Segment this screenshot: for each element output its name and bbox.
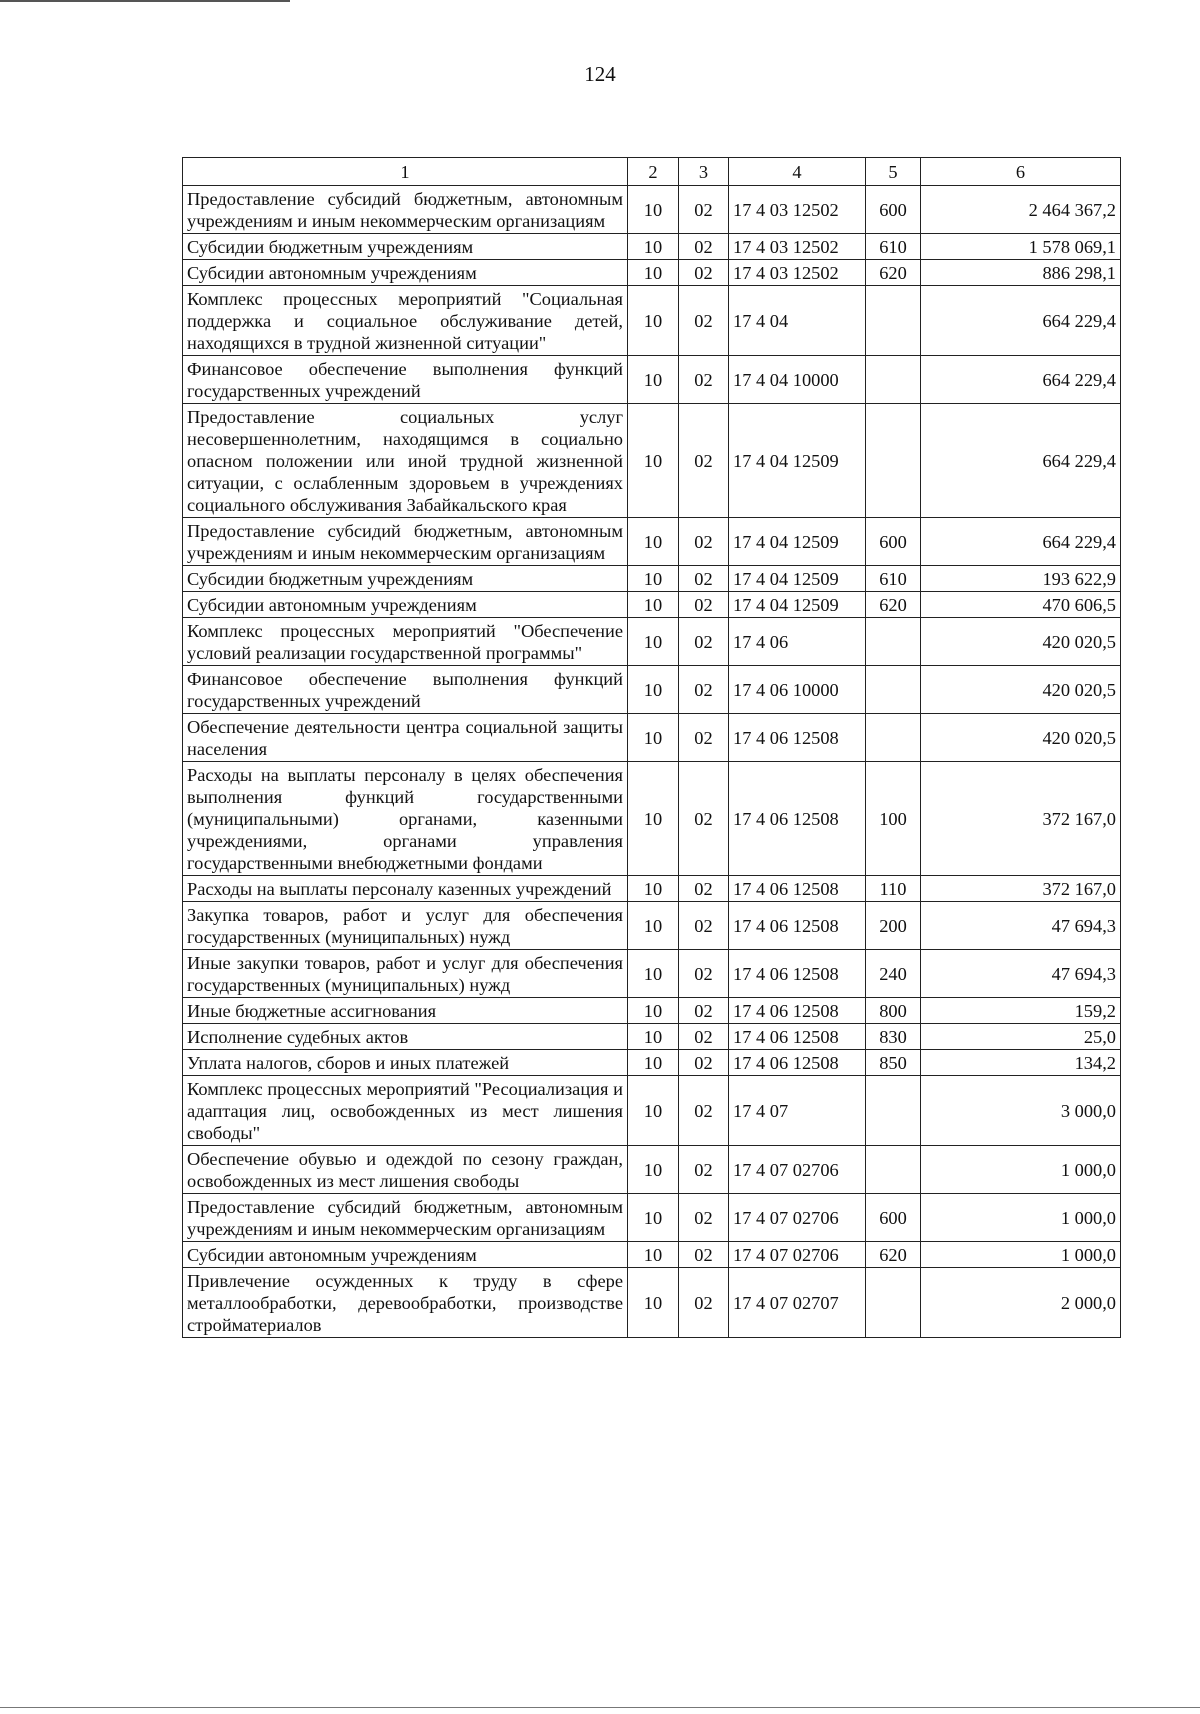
row-amount-cell: 664 229,4 (921, 356, 1121, 404)
row-expense-type-cell: 600 (866, 1194, 921, 1242)
page-number: 124 (584, 62, 616, 86)
row-target-article-cell: 17 4 04 10000 (729, 356, 866, 404)
row-expense-type-cell: 620 (866, 260, 921, 286)
row-section-cell: 10 (628, 286, 679, 356)
row-name-cell: Субсидии автономным учреждениям (183, 260, 628, 286)
table-row (183, 186, 1121, 234)
budget-table-header (183, 158, 1121, 186)
row-subsection-cell: 02 (679, 762, 729, 876)
table-row (183, 876, 1121, 902)
row-section-cell: 10 (628, 1194, 679, 1242)
row-section-cell: 10 (628, 1076, 679, 1146)
row-name-cell: Уплата налогов, сборов и иных платежей (183, 1050, 628, 1076)
row-target-article-cell: 17 4 07 (729, 1076, 866, 1146)
row-target-article-cell: 17 4 06 10000 (729, 666, 866, 714)
row-target-article-cell: 17 4 03 12502 (729, 234, 866, 260)
table-row (183, 1076, 1121, 1146)
row-subsection-cell: 02 (679, 1194, 729, 1242)
row-section-cell: 10 (628, 566, 679, 592)
header-row (183, 158, 1121, 186)
row-expense-type-cell: 200 (866, 902, 921, 950)
row-name-cell: Субсидии бюджетным учреждениям (183, 566, 628, 592)
row-amount-cell: 372 167,0 (921, 762, 1121, 876)
row-amount-cell: 1 000,0 (921, 1194, 1121, 1242)
table-row (183, 618, 1121, 666)
row-expense-type-cell (866, 404, 921, 518)
row-target-article-cell: 17 4 06 12508 (729, 998, 866, 1024)
row-subsection-cell: 02 (679, 902, 729, 950)
row-subsection-cell: 02 (679, 186, 729, 234)
row-subsection-cell: 02 (679, 1242, 729, 1268)
row-name-cell: Иные бюджетные ассигнования (183, 998, 628, 1024)
row-name-cell: Субсидии автономным учреждениям (183, 1242, 628, 1268)
row-target-article-cell: 17 4 07 02706 (729, 1242, 866, 1268)
table-row (183, 666, 1121, 714)
row-subsection-cell: 02 (679, 286, 729, 356)
row-expense-type-cell: 240 (866, 950, 921, 998)
row-expense-type-cell: 800 (866, 998, 921, 1024)
row-amount-cell: 2 000,0 (921, 1268, 1121, 1338)
row-expense-type-cell (866, 1268, 921, 1338)
row-target-article-cell: 17 4 03 12502 (729, 186, 866, 234)
row-amount-cell: 664 229,4 (921, 404, 1121, 518)
row-section-cell: 10 (628, 1024, 679, 1050)
row-subsection-cell: 02 (679, 404, 729, 518)
row-amount-cell: 134,2 (921, 1050, 1121, 1076)
table-row (183, 1146, 1121, 1194)
row-name-cell: Предоставление социальных услуг несовершеннолетним, находящимся в социально опасном положении или иной трудной жизненной ситуации, с ослабленным здоровьем в учреждениях социального обслуживания Забайкальского края (183, 404, 628, 518)
row-name-cell: Комплекс процессных мероприятий "Обеспечение условий реализации государственной программы" (183, 618, 628, 666)
row-target-article-cell: 17 4 06 12508 (729, 950, 866, 998)
row-section-cell: 10 (628, 1050, 679, 1076)
row-name-cell: Предоставление субсидий бюджетным, автономным учреждениям и иным некоммерческим организациям (183, 186, 628, 234)
table-row (183, 404, 1121, 518)
row-section-cell: 10 (628, 618, 679, 666)
row-target-article-cell: 17 4 06 12508 (729, 714, 866, 762)
table-row (183, 1024, 1121, 1050)
row-amount-cell: 25,0 (921, 1024, 1121, 1050)
row-target-article-cell: 17 4 04 12509 (729, 592, 866, 618)
row-name-cell: Субсидии автономным учреждениям (183, 592, 628, 618)
row-expense-type-cell: 620 (866, 1242, 921, 1268)
row-amount-cell: 1 000,0 (921, 1146, 1121, 1194)
row-subsection-cell: 02 (679, 998, 729, 1024)
row-subsection-cell: 02 (679, 260, 729, 286)
row-name-cell: Предоставление субсидий бюджетным, автономным учреждениям и иным некоммерческим организациям (183, 1194, 628, 1242)
scan-edge-bottom (0, 1707, 1200, 1708)
row-amount-cell: 420 020,5 (921, 666, 1121, 714)
row-name-cell: Субсидии бюджетным учреждениям (183, 234, 628, 260)
row-expense-type-cell (866, 356, 921, 404)
table-row (183, 286, 1121, 356)
row-amount-cell: 372 167,0 (921, 876, 1121, 902)
table-row (183, 356, 1121, 404)
scan-edge-top (0, 0, 290, 2)
row-expense-type-cell: 610 (866, 234, 921, 260)
row-expense-type-cell: 110 (866, 876, 921, 902)
header-col-3: 3 (679, 158, 729, 186)
row-expense-type-cell (866, 666, 921, 714)
table-row (183, 998, 1121, 1024)
row-subsection-cell: 02 (679, 714, 729, 762)
row-name-cell: Расходы на выплаты персоналу казенных учреждений (183, 876, 628, 902)
row-expense-type-cell: 600 (866, 518, 921, 566)
row-amount-cell: 1 000,0 (921, 1242, 1121, 1268)
row-section-cell: 10 (628, 1146, 679, 1194)
row-amount-cell: 3 000,0 (921, 1076, 1121, 1146)
row-amount-cell: 420 020,5 (921, 714, 1121, 762)
row-section-cell: 10 (628, 876, 679, 902)
row-amount-cell: 664 229,4 (921, 518, 1121, 566)
header-col-1: 1 (183, 158, 628, 186)
row-expense-type-cell (866, 1076, 921, 1146)
row-subsection-cell: 02 (679, 1268, 729, 1338)
row-name-cell: Предоставление субсидий бюджетным, автономным учреждениям и иным некоммерческим организациям (183, 518, 628, 566)
table-row (183, 1050, 1121, 1076)
row-subsection-cell: 02 (679, 1024, 729, 1050)
row-section-cell: 10 (628, 404, 679, 518)
row-name-cell: Обеспечение обувью и одеждой по сезону граждан, освобожденных из мест лишения свободы (183, 1146, 628, 1194)
row-name-cell: Финансовое обеспечение выполнения функций государственных учреждений (183, 356, 628, 404)
row-amount-cell: 470 606,5 (921, 592, 1121, 618)
row-expense-type-cell: 850 (866, 1050, 921, 1076)
row-expense-type-cell: 610 (866, 566, 921, 592)
row-amount-cell: 1 578 069,1 (921, 234, 1121, 260)
row-subsection-cell: 02 (679, 518, 729, 566)
table-row (183, 714, 1121, 762)
row-expense-type-cell: 620 (866, 592, 921, 618)
row-subsection-cell: 02 (679, 666, 729, 714)
row-amount-cell: 47 694,3 (921, 950, 1121, 998)
row-subsection-cell: 02 (679, 1146, 729, 1194)
row-name-cell: Обеспечение деятельности центра социальной защиты населения (183, 714, 628, 762)
row-target-article-cell: 17 4 03 12502 (729, 260, 866, 286)
table-row (183, 762, 1121, 876)
row-section-cell: 10 (628, 666, 679, 714)
budget-table-body (183, 186, 1121, 1338)
row-expense-type-cell (866, 618, 921, 666)
table-row (183, 1242, 1121, 1268)
row-target-article-cell: 17 4 07 02706 (729, 1146, 866, 1194)
budget-table (182, 157, 1121, 1338)
row-name-cell: Комплекс процессных мероприятий "Социальная поддержка и социальное обслуживание детей, находящихся в трудной жизненной ситуации" (183, 286, 628, 356)
row-target-article-cell: 17 4 06 12508 (729, 1050, 866, 1076)
row-expense-type-cell (866, 714, 921, 762)
row-expense-type-cell (866, 1146, 921, 1194)
row-target-article-cell: 17 4 06 (729, 618, 866, 666)
row-subsection-cell: 02 (679, 876, 729, 902)
header-col-5: 5 (866, 158, 921, 186)
row-subsection-cell: 02 (679, 566, 729, 592)
row-target-article-cell: 17 4 07 02707 (729, 1268, 866, 1338)
row-section-cell: 10 (628, 1268, 679, 1338)
row-amount-cell: 886 298,1 (921, 260, 1121, 286)
table-row (183, 1194, 1121, 1242)
row-section-cell: 10 (628, 950, 679, 998)
row-subsection-cell: 02 (679, 1076, 729, 1146)
header-col-6: 6 (921, 158, 1121, 186)
table-row (183, 518, 1121, 566)
row-amount-cell: 193 622,9 (921, 566, 1121, 592)
row-section-cell: 10 (628, 998, 679, 1024)
row-section-cell: 10 (628, 1242, 679, 1268)
row-subsection-cell: 02 (679, 618, 729, 666)
row-name-cell: Расходы на выплаты персоналу в целях обеспечения выполнения функций государственными (муниципальными) органами, казенными учреждениями, органами управления государственными внебюджетными фондами (183, 762, 628, 876)
row-name-cell: Исполнение судебных актов (183, 1024, 628, 1050)
row-name-cell: Финансовое обеспечение выполнения функций государственных учреждений (183, 666, 628, 714)
row-section-cell: 10 (628, 234, 679, 260)
row-subsection-cell: 02 (679, 234, 729, 260)
table-row (183, 1268, 1121, 1338)
row-section-cell: 10 (628, 592, 679, 618)
row-section-cell: 10 (628, 762, 679, 876)
row-section-cell: 10 (628, 518, 679, 566)
row-amount-cell: 420 020,5 (921, 618, 1121, 666)
row-amount-cell: 47 694,3 (921, 902, 1121, 950)
row-amount-cell: 2 464 367,2 (921, 186, 1121, 234)
row-expense-type-cell: 100 (866, 762, 921, 876)
row-target-article-cell: 17 4 06 12508 (729, 1024, 866, 1050)
table-row (183, 566, 1121, 592)
row-name-cell: Иные закупки товаров, работ и услуг для обеспечения государственных (муниципальных) нужд (183, 950, 628, 998)
header-col-4: 4 (729, 158, 866, 186)
row-target-article-cell: 17 4 06 12508 (729, 902, 866, 950)
table-row (183, 950, 1121, 998)
row-section-cell: 10 (628, 186, 679, 234)
row-target-article-cell: 17 4 04 (729, 286, 866, 356)
row-subsection-cell: 02 (679, 356, 729, 404)
row-amount-cell: 159,2 (921, 998, 1121, 1024)
table-row (183, 260, 1121, 286)
table-row (183, 592, 1121, 618)
row-target-article-cell: 17 4 04 12509 (729, 518, 866, 566)
row-target-article-cell: 17 4 04 12509 (729, 566, 866, 592)
row-name-cell: Закупка товаров, работ и услуг для обеспечения государственных (муниципальных) нужд (183, 902, 628, 950)
row-name-cell: Комплекс процессных мероприятий "Ресоциализация и адаптация лиц, освобожденных из мест лишения свободы" (183, 1076, 628, 1146)
row-amount-cell: 664 229,4 (921, 286, 1121, 356)
table-row (183, 902, 1121, 950)
table-row (183, 234, 1121, 260)
row-target-article-cell: 17 4 06 12508 (729, 876, 866, 902)
row-section-cell: 10 (628, 714, 679, 762)
row-section-cell: 10 (628, 356, 679, 404)
row-expense-type-cell: 830 (866, 1024, 921, 1050)
row-section-cell: 10 (628, 902, 679, 950)
row-name-cell: Привлечение осужденных к труду в сфере металлообработки, деревообработки, производстве стройматериалов (183, 1268, 628, 1338)
row-expense-type-cell (866, 286, 921, 356)
row-subsection-cell: 02 (679, 592, 729, 618)
row-target-article-cell: 17 4 04 12509 (729, 404, 866, 518)
row-target-article-cell: 17 4 06 12508 (729, 762, 866, 876)
header-col-2: 2 (628, 158, 679, 186)
row-expense-type-cell: 600 (866, 186, 921, 234)
row-subsection-cell: 02 (679, 950, 729, 998)
row-subsection-cell: 02 (679, 1050, 729, 1076)
row-target-article-cell: 17 4 07 02706 (729, 1194, 866, 1242)
row-section-cell: 10 (628, 260, 679, 286)
